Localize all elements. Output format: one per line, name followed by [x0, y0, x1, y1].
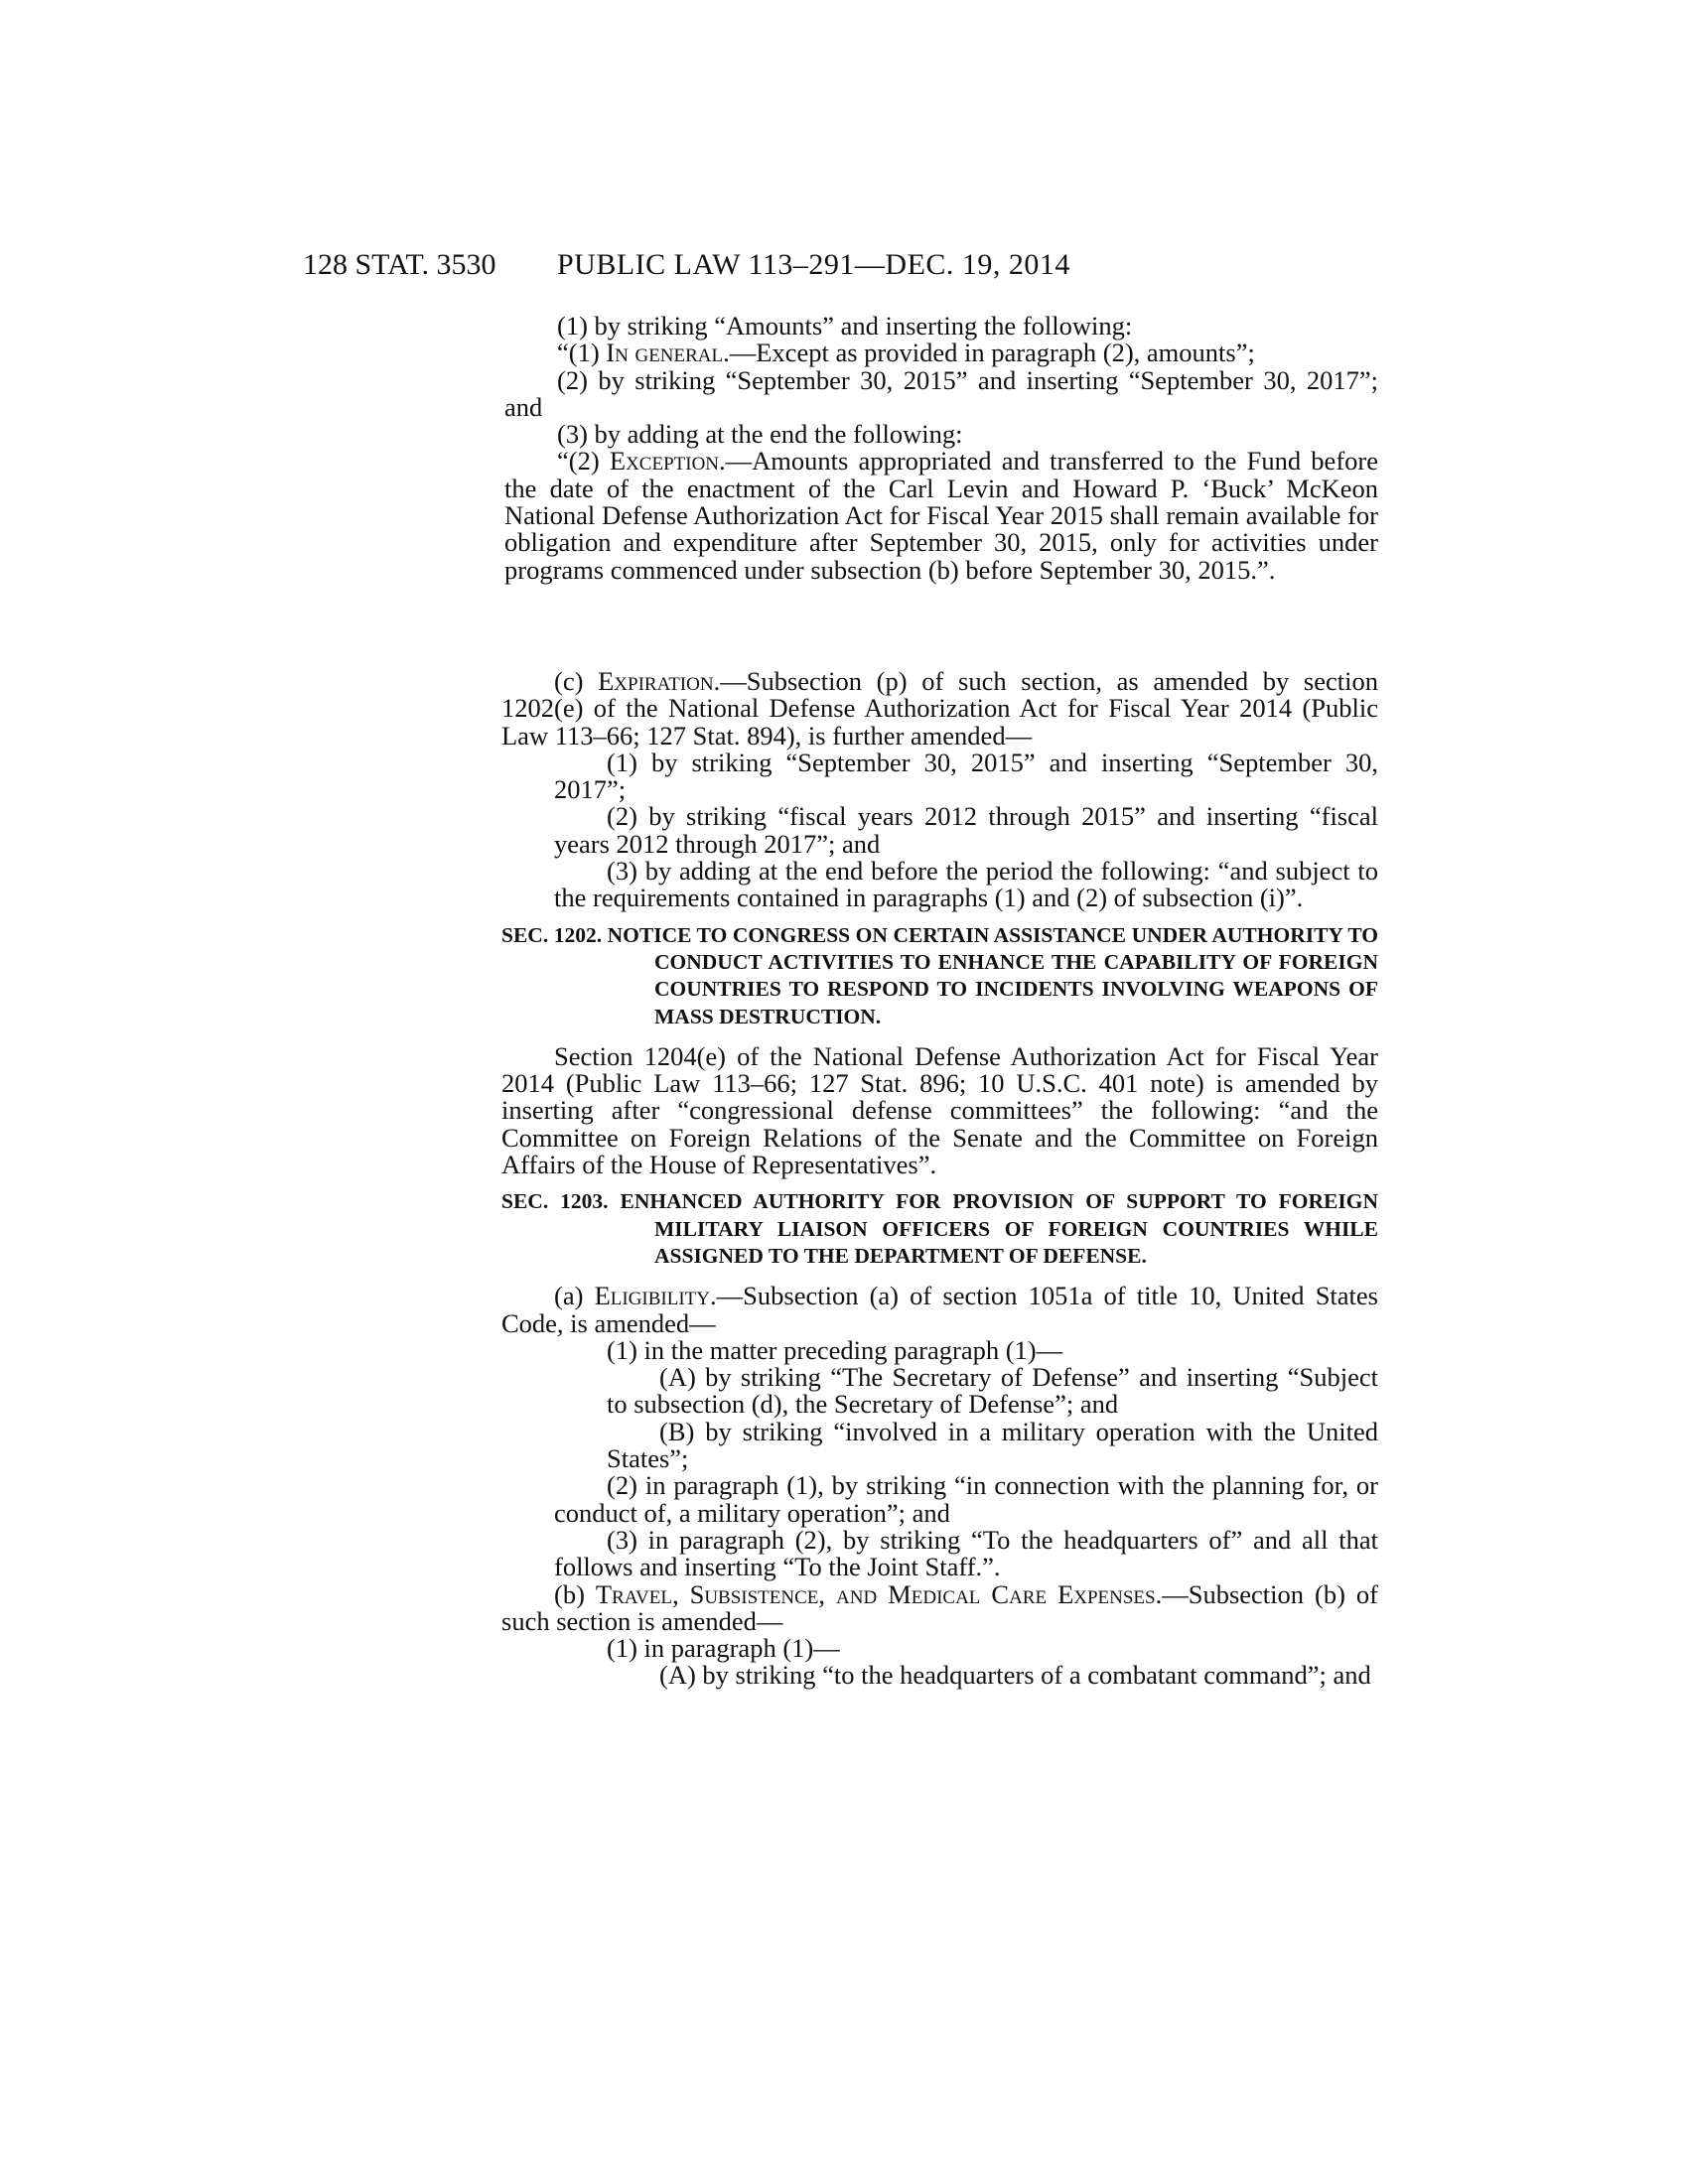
statute-page-number: 128 STAT. 3530: [303, 248, 496, 281]
paragraph: “(1) In general.—Except as provided in paragraph (2), amounts”;: [557, 338, 1255, 368]
section-heading-1202: SEC. 1202. NOTICE TO CONGRESS ON CERTAIN ASSISTANCE UNDER AUTHORITY TO CONDUCT ACTIVITIES TO ENHANCE THE CAPABILITY OF FOREIGN COUNTRIES TO RESPOND TO INCIDENTS INVOLVING WEAPONS OF MASS DESTRUCTION.: [501, 922, 1378, 1028]
paragraph: (A) by striking “to the headquarters of a combatant command”; and: [659, 1660, 1371, 1691]
subsection-heading: Expiration: [598, 666, 714, 696]
paragraph: (1) by striking “Amounts” and inserting the following:: [557, 311, 1133, 341]
paragraph: “(2) Exception.—Amounts appropriated and transferred to the Fund before the date of the enactment of the Carl Levin and Howard P. ‘Buck’ McKeon National Defense Authorization Act for Fiscal Year 2015 shall remain available for obligation and expenditure after September 30, 2015, only for activities under programs commenced under subsection (b) before September 30, 2015.”.: [504, 446, 1378, 585]
subsection-heading: Eligibility: [594, 1281, 711, 1311]
paragraph: (A) by striking “The Secretary of Defense” and inserting “Subject to subsection (d), the Secretary of Defense”; and: [607, 1362, 1378, 1420]
paragraph: (3) by adding at the end before the period the following: “and subject to the requirements contained in paragraphs (1) and (2) of subsection (i)”.: [554, 856, 1378, 913]
paragraph: (b) Travel, Subsistence, and Medical Care Expenses.—Subsection (b) of such section is amended—: [501, 1578, 1379, 1636]
paragraph: (1) in paragraph (1)—: [607, 1633, 840, 1664]
paragraph: (a) Eligibility.—Subsection (a) of section 1051a of title 10, United States Code, is amended—: [501, 1281, 1378, 1338]
paragraph-heading: In general: [606, 338, 724, 368]
paragraph: (2) by striking “September 30, 2015” and inserting “September 30, 2017”; and: [504, 364, 1378, 422]
subsection-heading: Travel, Subsistence, and Medical Care Expenses: [595, 1578, 1156, 1609]
paragraph: (c) Expiration.—Subsection (p) of such section, as amended by section 1202(e) of the National Defense Authorization Act for Fiscal Year 2014 (Public Law 113–66; 127 Stat. 894), is further amended—: [501, 666, 1378, 751]
paragraph: (1) by striking “September 30, 2015” and inserting “September 30, 2017”;: [554, 747, 1378, 805]
paragraph: (3) by adding at the end the following:: [557, 419, 963, 450]
paragraph: Section 1204(e) of the National Defense Authorization Act for Fiscal Year 2014 (Public Law 113–66; 127 Stat. 896; 10 U.S.C. 401 note) is amended by inserting after “congressional defense committees” the following: “and the Committee on Foreign Relations of the Senate and the Committee on Foreign Affairs of the House of Representatives”.: [501, 1040, 1378, 1180]
document-body: [504, 313, 1378, 584]
running-title: PUBLIC LAW 113–291—DEC. 19, 2014: [557, 248, 1070, 281]
paragraph: (B) by striking “involved in a military operation with the United States”;: [607, 1416, 1378, 1474]
paragraph-heading: Exception: [609, 446, 720, 477]
paragraph: (2) by striking “fiscal years 2012 through 2015” and inserting “fiscal years 2012 through 2017”; and: [554, 801, 1378, 859]
paragraph: (2) in paragraph (1), by striking “in connection with the planning for, or conduct of, a military operation”; and: [554, 1470, 1378, 1528]
document-body-main: [501, 668, 1378, 1690]
page-header: [303, 248, 1375, 288]
section-heading-1203: SEC. 1203. ENHANCED AUTHORITY FOR PROVISION OF SUPPORT TO FOREIGN MILITARY LIAISON OFFICERS OF FOREIGN COUNTRIES WHILE ASSIGNED TO THE DEPARTMENT OF DEFENSE.: [501, 1189, 1378, 1268]
paragraph: (3) in paragraph (2), by striking “To the headquarters of” and all that follows and inserting “To the Joint Staff.”.: [554, 1524, 1378, 1582]
paragraph: (1) in the matter preceding paragraph (1)—: [607, 1334, 1063, 1365]
